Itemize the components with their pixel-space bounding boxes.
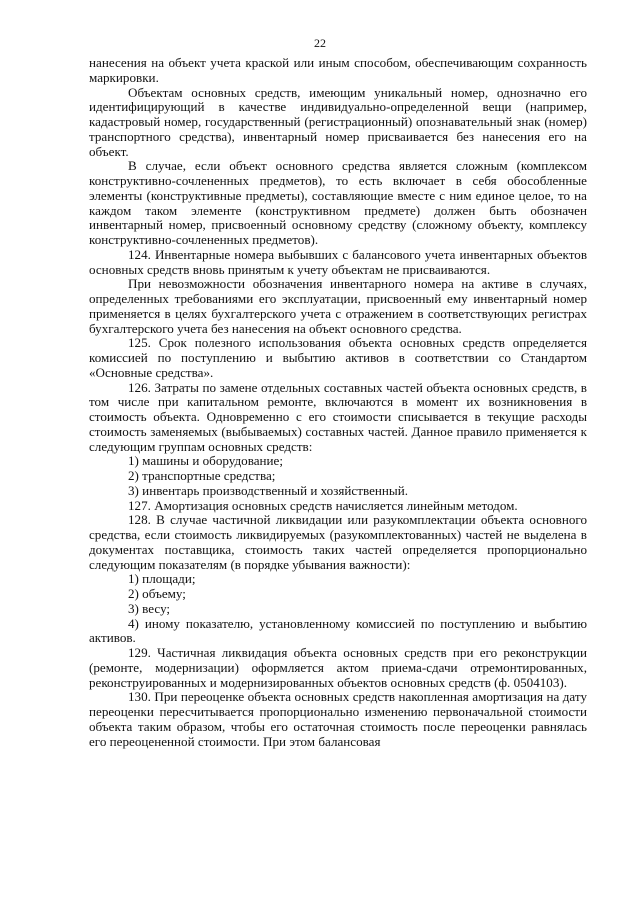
paragraph: 128. В случае частичной ликвидации или разукомплектации объекта основного средства, если стоимость ликвидируемых (разукомплектованных) частей не выделена в документах поставщика, стоимость таких частей определяется пропорционально следующим показателям (в порядке убывания важности): bbox=[89, 512, 587, 572]
paragraph: В случае, если объект основного средства является сложным (комплексом конструктивно-сочлененных предметов), то есть включает в себя обособленные элементы (конструктивные предметы), составляющие вместе с ним единое целое, то на каждом таком элементе (конструктивном предмете) должен быть обозначен инвентарный номер, присвоенный основному средству (сложному объекту, комплексу конструктивно-сочлененных предметов). bbox=[89, 158, 587, 247]
paragraph: 1) площади; bbox=[128, 571, 196, 587]
paragraph: нанесения на объект учета краской или иным способом, обеспечивающим сохранность маркировки. bbox=[89, 55, 587, 85]
paragraph: 3) инвентарь производственный и хозяйственный. bbox=[128, 482, 408, 498]
paragraph: 125. Срок полезного использования объекта основных средств определяется комиссией по поступлению и выбытию активов в соответствии со Стандартом «Основные средства». bbox=[89, 335, 587, 380]
document-body bbox=[89, 56, 587, 749]
paragraph: 130. При переоценке объекта основных средств накопленная амортизация на дату переоценки пересчитывается пропорционально изменению первоначальной стоимости объекта таким образом, чтобы его остаточная стоимость после переоценки равнялась его переоцененной стоимости. При этом балансовая bbox=[89, 689, 587, 749]
paragraph: Объектам основных средств, имеющим уникальный номер, однозначно его идентифицирующий в качестве индивидуально-определенной вещи (например, кадастровый номер, государственный (регистрационный) опознавательный знак (номер) транспортного средства), инвентарный номер присваивается без нанесения его на объект. bbox=[89, 84, 587, 159]
paragraph: 4) иному показателю, установленному комиссией по поступлению и выбытию активов. bbox=[89, 615, 587, 646]
paragraph: 124. Инвентарные номера выбывших с балансового учета инвентарных объектов основных средств вновь принятым к учету объектам не присваиваются. bbox=[89, 246, 587, 277]
paragraph: При невозможности обозначения инвентарного номера на активе в случаях, определенных требованиями его эксплуатации, присвоенный ему инвентарный номер применяется в целях бухгалтерского учета с отражением в соответствующих регистрах бухгалтерского учета без нанесения на объект основного средства. bbox=[89, 276, 587, 336]
paragraph: 129. Частичная ликвидация объекта основных средств при его реконструкции (ремонте, модернизации) оформляется актом приема-сдачи отремонтированных, реконструированных и модернизированных объектов основных средств (ф. 0504103). bbox=[89, 645, 587, 690]
page-number: 22 bbox=[314, 36, 326, 50]
paragraph: 3) весу; bbox=[128, 600, 171, 616]
paragraph: 2) объему; bbox=[128, 586, 186, 601]
paragraph: 2) транспортные средства; bbox=[128, 468, 276, 483]
paragraph: 127. Амортизация основных средств начисляется линейным методом. bbox=[128, 497, 518, 513]
paragraph: 1) машины и оборудование; bbox=[128, 453, 283, 469]
paragraph: 126. Затраты по замене отдельных составных частей объекта основных средств, в том числе при капитальном ремонте, включаются в момент их возникновения в стоимость объекта. Одновременно с его стоимости списывается в текущие расходы стоимость заменяемых (выбываемых) составных частей. Данное правило применяется к следующим группам основных средств: bbox=[89, 379, 587, 454]
